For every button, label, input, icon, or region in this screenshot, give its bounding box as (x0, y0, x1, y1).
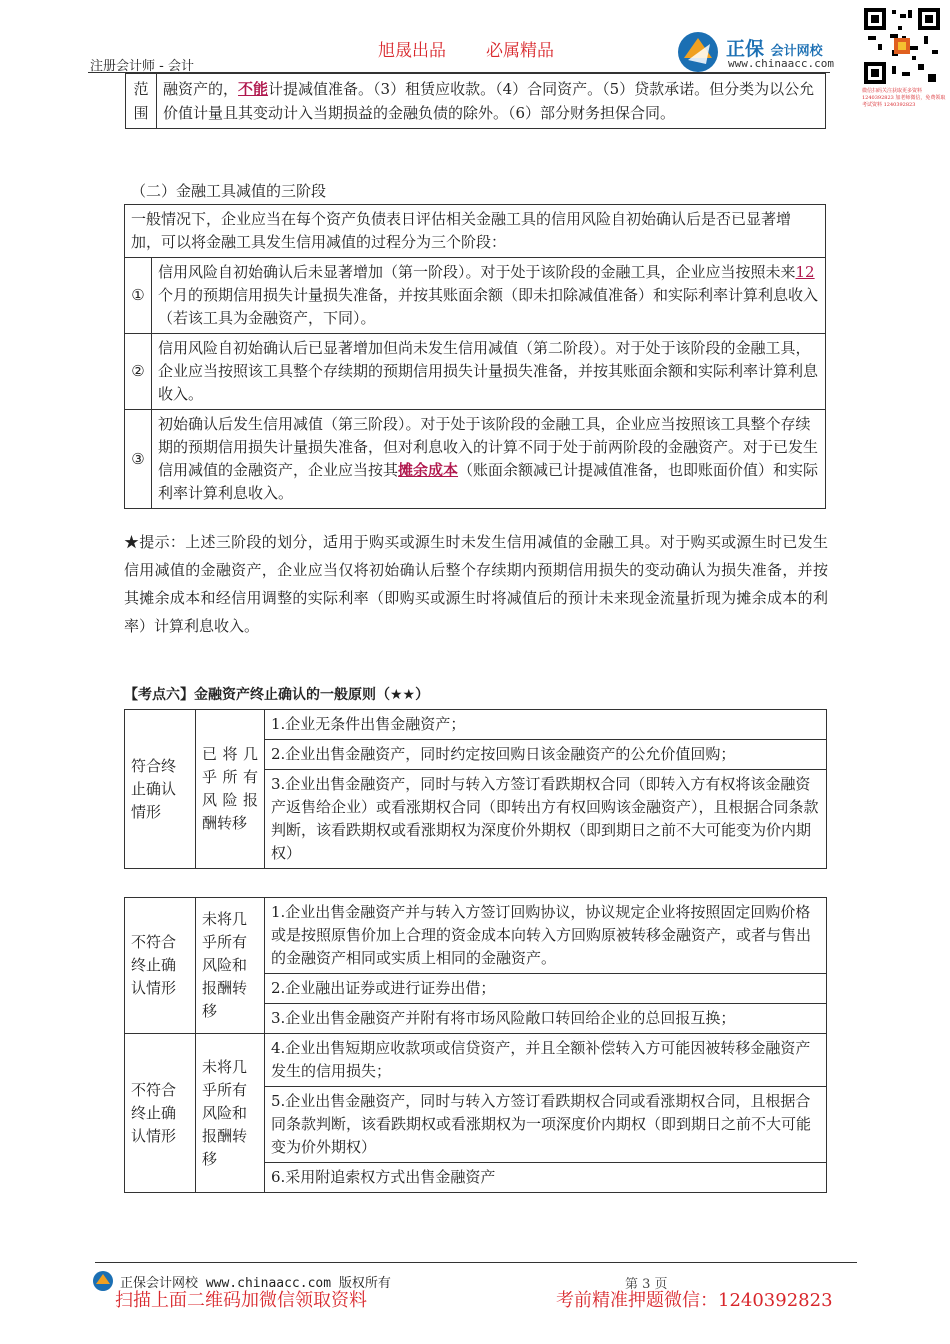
derecognize-sub: 已将几乎所有风险报酬转移 (196, 710, 265, 869)
promo-left: 扫描上面二维码加微信领取资料 (115, 1290, 367, 1311)
stage-1-text-b: 个月的预期信用损失计量损失准备，并按其账面余额（即未扣除减值准备）和实际利率计算利息收入（若该工具为金融资产，下同）。 (158, 286, 819, 327)
logo-name: 正保 (726, 38, 765, 60)
not-derecognize-sub: 未将几乎所有风险和报酬转移 (196, 898, 265, 1034)
logo-emblem-icon (676, 30, 722, 74)
footer-divider (95, 1262, 857, 1263)
stages-intro: 一般情况下，企业应当在每个资产负债表日评估相关金融工具的信用风险自初始确认后是否已显著增加，可以将金融工具发生信用减值的过程分为三个阶段： (125, 205, 826, 258)
course-title: 注册会计师 - 会计 (90, 59, 194, 74)
stage-1-text-a: 信用风险自初始确认后未显著增加（第一阶段）。对于处于该阶段的金融工具，企业应当按照未来 (158, 263, 796, 281)
not-derecognize-item: 1.企业出售金融资产并与转入方签订回购协议，协议规定企业将按照固定回购价格或是按照原售价加上合理的资金成本向转入方回购原被转移金融资产，或者与售出的金融资产相同或实质上相同的金融资产。 (265, 898, 827, 974)
stage-1-link[interactable]: 12 (795, 263, 815, 281)
derecognize-item: 2.企业出售金融资产，同时约定按回购日该金融资产的公允价值回购； (265, 740, 827, 770)
stage-mark: ① (125, 258, 152, 334)
scope-text-a: 融资产的， (163, 80, 239, 98)
not-derecognize-item: 3.企业出售金融资产并附有将市场风险敞口转回给企业的总回报互换； (265, 1004, 827, 1034)
not-derecognize-sub: 未将几乎所有风险和报酬转移 (196, 1034, 265, 1193)
scope-label: 范围 (126, 74, 157, 129)
page-number: 第 3 页 (625, 1277, 668, 1292)
not-derecognize-item: 6.采用附追索权方式出售金融资产 (265, 1163, 827, 1193)
stage-2-text: 信用风险自初始确认后已显著增加但尚未发生信用减值（第二阶段）。对于处于该阶段的金融工具，企业应当按照该工具整个存续期的预期信用损失计量损失准备，并按其账面余额和实际利率计算利息收入。 (152, 334, 826, 410)
scope-table (125, 73, 826, 129)
chinaacc-logo[interactable] (676, 30, 856, 74)
not-derecognize-item: 5.企业出售金融资产，同时与转入方签订看跌期权合同或看涨期权合同，且根据合同条款判断，该看跌期权或看涨期权为一项深度价内期权（即到期日之前不大可能变为价外期权） (265, 1087, 827, 1163)
stage-mark: ③ (125, 410, 152, 509)
scope-text-b: 计提减值准备。（3）租赁应收款。（4）合同资产。（5）贷款承诺。但分类为以公允价值计量且其变动计入当期损益的金融负债的除外。（6）部分财务担保合同。 (163, 80, 815, 122)
derecognize-item: 3.企业出售金融资产，同时与转入方签订看跌期权合同（即转入方有权将该金融资产返售给企业）或看涨期权合同（即转出方有权回购该金融资产），且根据合同条款判断，该看跌期权或看涨期权为深度价外期权（即到期日之前不大可能变为价内期权） (265, 770, 827, 869)
footer-logo-icon (92, 1270, 114, 1292)
slogan-1: 旭晟出品 (378, 41, 446, 61)
slogan-2: 必属精品 (486, 41, 554, 61)
stage-mark: ② (125, 334, 152, 410)
stages-table (124, 204, 826, 509)
not-derecognize-label: 不符合终止确认情形 (125, 898, 196, 1034)
not-derecognize-item: 4.企业出售短期应收款项或信贷资产，并且全额补偿转入方可能因被转移金融资产发生的信用损失； (265, 1034, 827, 1087)
derecognize-label: 符合终止确认情形 (125, 710, 196, 869)
not-derecognize-table (124, 897, 827, 1193)
promo-right: 考前精准押题微信：1240392823 (556, 1290, 833, 1311)
stage-3-link[interactable]: 摊余成本 (398, 461, 459, 479)
stage-3-text-a: 初始确认后发生信用减值（第三阶段）。对于处于该阶段的金融工具，企业应当按照该工具整个存续期的预期信用损失计量损失准备，但对利息收入的计算不同于处于前两阶段的金融资产。对于已发生信用减值的金融资产，企业应当按其 (158, 415, 819, 479)
footer-copyright: 正保会计网校 www.chinaacc.com 版权所有 (120, 1276, 391, 1291)
logo-url: www.chinaacc.com (728, 57, 834, 70)
derecognize-table (124, 709, 827, 869)
derecognize-item: 1.企业无条件出售金融资产； (265, 710, 827, 740)
qr-note: 微信扫码关注获取更多资料 1240392823 加老师微信，免费领取考试资料 1240392823 (862, 88, 946, 108)
stage-3-text (152, 410, 826, 509)
not-derecognize-item: 2.企业融出证券或进行证券出借； (265, 974, 827, 1004)
scope-content (157, 74, 826, 129)
stage-3-text-b: （账面余额减已计提减值准备，也即账面价值）和实际利率计算利息收入。 (158, 461, 819, 502)
logo-name-2: 会计网校 (770, 44, 823, 59)
slogan (378, 36, 594, 61)
scope-link[interactable]: 不能 (238, 80, 269, 98)
tip-paragraph: ★提示：上述三阶段的划分，适用于购买或源生时未发生信用减值的金融工具。对于购买或源生时已发生信用减值的金融资产，企业应当仅将初始确认后整个存续期内预期信用损失的变动确认为损失准备，并按其摊余成本和经信用调整的实际利率（即购买或源生时将减值后的预计未来现金流量折现为摊余成本的利率）计算利息收入。 (124, 533, 828, 635)
section-6-title: 【考点六】金融资产终止确认的一般原则（★★） (124, 687, 430, 703)
stage-1-text (152, 258, 826, 334)
qr-code-icon[interactable] (862, 6, 942, 86)
not-derecognize-label: 不符合终止确认情形 (125, 1034, 196, 1193)
section-title: （二）金融工具减值的三阶段 (131, 182, 327, 200)
